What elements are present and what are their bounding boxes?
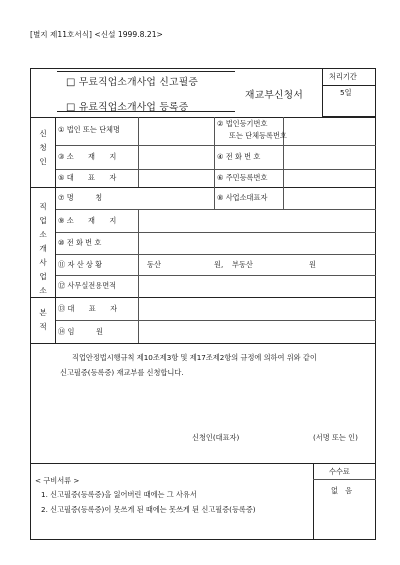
immovable-unit: 원: [309, 260, 316, 269]
signature-sign[interactable]: (서명 또는 인): [313, 433, 358, 442]
office-section-label: 직업소개사업소: [39, 202, 47, 295]
office-phone-label: ⑩ 전 화 번 호: [58, 238, 102, 247]
immovable-label: 부동산: [232, 260, 253, 269]
corp-reg-label-2: 또는 단체등록번호: [229, 131, 287, 140]
statement-line-1: 직업안정법시행규칙 제10조제3항 및 제17조제2항의 규정에 의하여 위와 같이: [72, 353, 317, 362]
office-name-label: ⑦ 명 칭: [58, 193, 103, 202]
resident-no-label: ⑥ 주민등록번호: [217, 173, 268, 182]
documents-heading: < 구비서류 >: [35, 476, 80, 485]
documents-item-2: 2. 신고필증(등록증)이 못쓰게 된 때에는 못쓰게 된 신고필증(등록증): [41, 505, 256, 514]
corp-name-label: ① 법인 또는 단체명: [58, 125, 120, 134]
applicant-phone-label: ④ 전 화 번 호: [217, 152, 261, 161]
branch-section-label: 본적: [39, 308, 47, 331]
signature-label: 신청인(대표자): [192, 433, 240, 442]
movable-label: 동산: [147, 260, 161, 269]
applicant-rep-label: ⑤ 대 표 자: [58, 173, 117, 182]
fee-value: 없 음: [331, 486, 353, 495]
title-option-free[interactable]: □ 무료직업소개사업 신고필증: [66, 77, 199, 88]
title-suffix: 재교부신청서: [245, 90, 303, 101]
branch-staff-label: ⑭ 임 원: [58, 327, 103, 336]
fee-label: 수수료: [329, 467, 350, 476]
title-option-paid[interactable]: □ 유료직업소개사업 등록증: [66, 102, 189, 113]
branch-rep-label: ⑬ 대 표 자: [58, 304, 118, 313]
applicant-section-label: 신청인: [39, 129, 47, 166]
applicant-address-label: ③ 소 재 지: [58, 152, 117, 161]
corp-reg-label-1: ② 법인등기번호: [217, 119, 268, 128]
movable-unit: 원,: [214, 260, 224, 269]
office-address-label: ⑨ 소 재 지: [58, 216, 117, 225]
form-header: [별지 제11호서식] <신설 1999.8.21>: [30, 30, 163, 39]
area-label: ⑫ 사무실전용면적: [58, 281, 117, 290]
assets-label: ⑪ 자 산 상 황: [58, 260, 103, 269]
processing-label: 처리기간: [329, 72, 357, 81]
statement-line-2: 신고필증(등록증) 재교부를 신청합니다.: [60, 368, 184, 377]
documents-item-1: 1. 신고필증(등록증)을 잃어버린 때에는 그 사유서: [41, 490, 197, 499]
processing-value: 5일: [340, 88, 352, 97]
office-rep-label: ⑧ 사업소대표자: [217, 193, 268, 202]
